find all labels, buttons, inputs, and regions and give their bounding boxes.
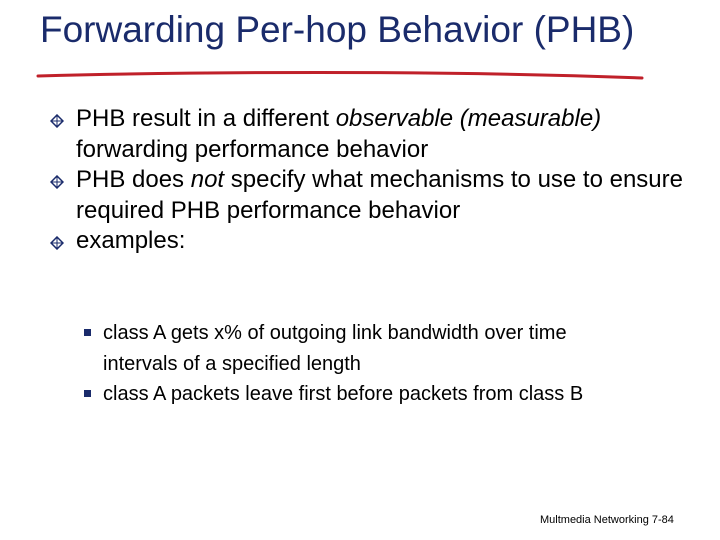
sub-bullet-list — [84, 318, 644, 410]
title-underline — [36, 64, 646, 82]
bullet-emphasis: observable (measurable) — [335, 105, 602, 132]
sub-bullet-text: class A packets leave first before packets from class B — [103, 383, 584, 405]
bullet-text: PHB does — [76, 166, 191, 193]
bullet-item — [46, 104, 686, 165]
square-bullet-icon — [84, 329, 91, 336]
slide-title: Forwarding Per-hop Behavior (PHB) — [40, 9, 635, 50]
sub-bullet-item — [84, 318, 644, 379]
bullet-text: forwarding performance behavior — [76, 135, 429, 163]
square-bullet-icon — [84, 390, 91, 397]
bullet-emphasis: not — [190, 166, 225, 193]
bullet-text: specify what mechanisms to use to ensure required PHB performance behavior — [76, 166, 683, 224]
diamond-bullet-icon — [50, 236, 64, 250]
bullet-list — [46, 104, 686, 257]
sub-bullet-item — [84, 379, 644, 410]
sub-bullet-text: class A gets x% of outgoing link bandwidth over time intervals of a specified length — [103, 322, 567, 375]
bullet-text: PHB result in a different — [76, 105, 336, 132]
bullet-item — [46, 165, 686, 226]
bullet-text: examples: — [76, 227, 186, 254]
bullet-item — [46, 226, 686, 257]
diamond-bullet-icon — [50, 175, 64, 189]
slide-footer: Multmedia Networking 7-84 — [540, 514, 674, 526]
diamond-bullet-icon — [50, 114, 64, 128]
